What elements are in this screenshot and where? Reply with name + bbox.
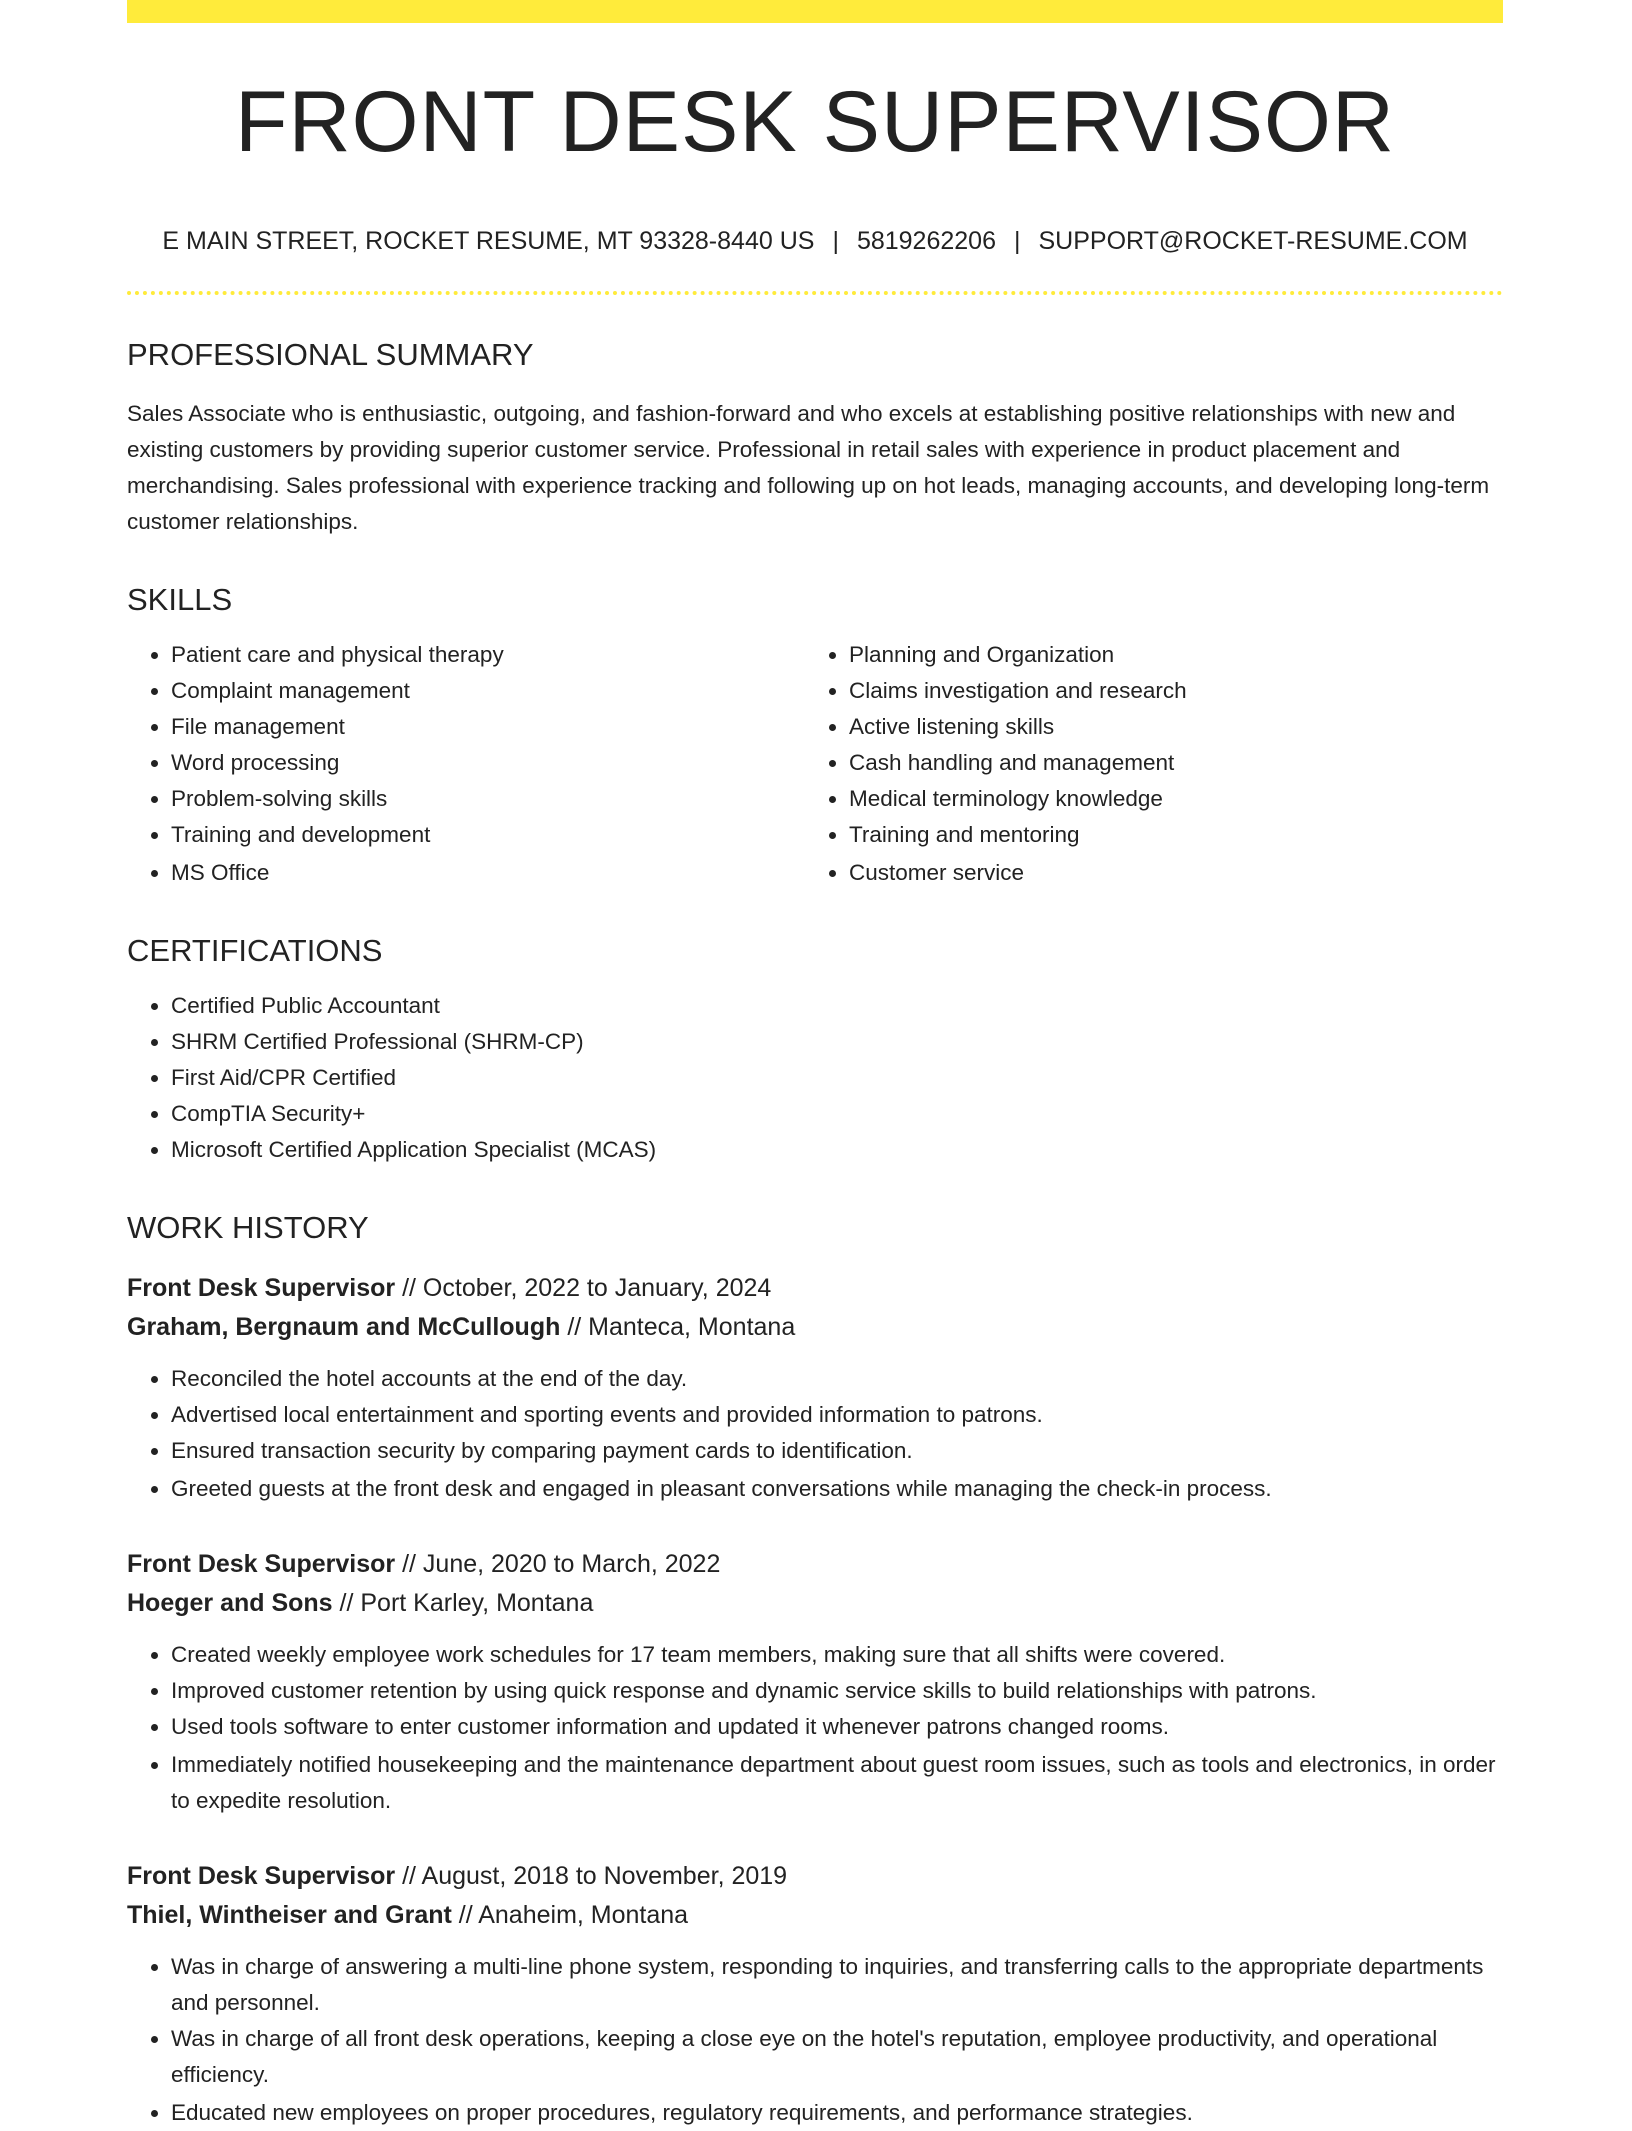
job-company: Graham, Bergnaum and McCullough	[127, 1313, 561, 1341]
job-bullet: • Ensured transaction security by comparing payment cards to identification.	[171, 1433, 1503, 1469]
skill-item: • Claims investigation and research	[849, 673, 1483, 709]
contact-line	[127, 229, 1503, 254]
job-location: // Port Karley, Montana	[332, 1589, 594, 1617]
contact-address: E MAIN STREET, ROCKET RESUME, MT 93328-8440 US	[162, 227, 815, 255]
job-bullet: • Immediately notified housekeeping and the maintenance department about guest room issues, such as tools and electronics, in order to expedite resolution.	[171, 1747, 1503, 1819]
job-title-line	[127, 1269, 1503, 1308]
job-company: Thiel, Wintheiser and Grant	[127, 1901, 452, 1929]
job-bullet: • Was in charge of all front desk operations, keeping a close eye on the hotel's reputation, employee productivity, and operational efficiency.	[171, 2021, 1503, 2093]
contact-phone: 5819262206	[856, 227, 996, 255]
certification-item: • Microsoft Certified Application Specialist (MCAS)	[171, 1132, 1503, 1168]
job-company-line	[127, 1308, 1503, 1347]
job-dates: // June, 2020 to March, 2022	[395, 1550, 721, 1578]
job-dates: // October, 2022 to January, 2024	[395, 1274, 772, 1302]
dotted-divider	[127, 291, 1503, 295]
job-entry	[127, 1857, 1503, 2131]
job-bullet: • Improved customer retention by using quick response and dynamic service skills to build relationships with patrons.	[171, 1673, 1503, 1709]
job-location: // Anaheim, Montana	[451, 1901, 689, 1929]
certification-item: • First Aid/CPR Certified	[171, 1060, 1503, 1096]
summary-text: Sales Associate who is enthusiastic, outgoing, and fashion-forward and who excels at establishing positive relationships with new and existing customers by providing superior customer service. Professional in retail sales with experience in product placement and merchandising. Sales professional with experience tracking and following up on hot leads, managing accounts, and developing long-term customer relationships.	[127, 401, 1490, 534]
job-bullet: • Greeted guests at the front desk and engaged in pleasant conversations while managing the check-in process.	[171, 1471, 1503, 1507]
summary-heading: PROFESSIONAL SUMMARY	[127, 337, 534, 372]
job-title-line	[127, 1857, 1503, 1896]
certification-item: • SHRM Certified Professional (SHRM-CP)	[171, 1024, 1503, 1060]
contact-email: SUPPORT@ROCKET-RESUME.COM	[1038, 227, 1468, 255]
skill-item: • MS Office	[171, 855, 805, 891]
job-role: Front Desk Supervisor	[127, 1274, 396, 1302]
skill-item: • Word processing	[171, 745, 805, 781]
job-company-line	[127, 1896, 1503, 1935]
skill-item: • Complaint management	[171, 673, 805, 709]
job-entry	[127, 1269, 1503, 1507]
contact-separator: |	[832, 227, 839, 255]
job-company: Hoeger and Sons	[127, 1589, 333, 1617]
job-role: Front Desk Supervisor	[127, 1862, 396, 1890]
skill-item: • Planning and Organization	[849, 637, 1483, 673]
certifications-list	[127, 988, 1503, 1168]
certification-item: • Certified Public Accountant	[171, 988, 1503, 1024]
skill-item: • Active listening skills	[849, 709, 1483, 745]
skills-heading: SKILLS	[127, 582, 233, 617]
resume-page	[127, 0, 1503, 2131]
skill-item: • Training and mentoring	[849, 817, 1483, 853]
job-dates: // August, 2018 to November, 2019	[395, 1862, 788, 1890]
work-history-heading: WORK HISTORY	[127, 1210, 369, 1245]
skill-item: • Cash handling and management	[849, 745, 1483, 781]
job-entry	[127, 1545, 1503, 1819]
skills-list	[127, 637, 1503, 891]
skills-column-left	[127, 637, 805, 891]
skill-item: • Customer service	[849, 855, 1483, 891]
job-location: // Manteca, Montana	[560, 1313, 796, 1341]
job-company-line	[127, 1584, 1503, 1623]
job-title-line	[127, 1545, 1503, 1584]
job-bullet: • Used tools software to enter customer information and updated it whenever patrons changed rooms.	[171, 1709, 1503, 1745]
skill-item: • Patient care and physical therapy	[171, 637, 805, 673]
certification-item: • CompTIA Security+	[171, 1096, 1503, 1132]
accent-top-bar	[127, 0, 1503, 23]
skill-item: • Medical terminology knowledge	[849, 781, 1483, 817]
job-bullet: • Created weekly employee work schedules for 17 team members, making sure that all shifts were covered.	[171, 1637, 1503, 1673]
skills-column-right	[805, 637, 1483, 891]
certifications-heading: CERTIFICATIONS	[127, 933, 383, 968]
resume-name: FRONT DESK SUPERVISOR	[235, 74, 1395, 170]
skill-item: • Training and development	[171, 817, 805, 853]
job-bullet: • Advertised local entertainment and sporting events and provided information to patrons.	[171, 1397, 1503, 1433]
skill-item: • File management	[171, 709, 805, 745]
job-bullet: • Was in charge of answering a multi-line phone system, responding to inquiries, and transferring calls to the appropriate departments and personnel.	[171, 1949, 1503, 2021]
job-bullet: • Reconciled the hotel accounts at the end of the day.	[171, 1361, 1503, 1397]
contact-separator: |	[1013, 227, 1021, 255]
job-role: Front Desk Supervisor	[127, 1550, 396, 1578]
skill-item: • Problem-solving skills	[171, 781, 805, 817]
job-bullet: • Educated new employees on proper procedures, regulatory requirements, and performance strategies.	[171, 2095, 1503, 2131]
